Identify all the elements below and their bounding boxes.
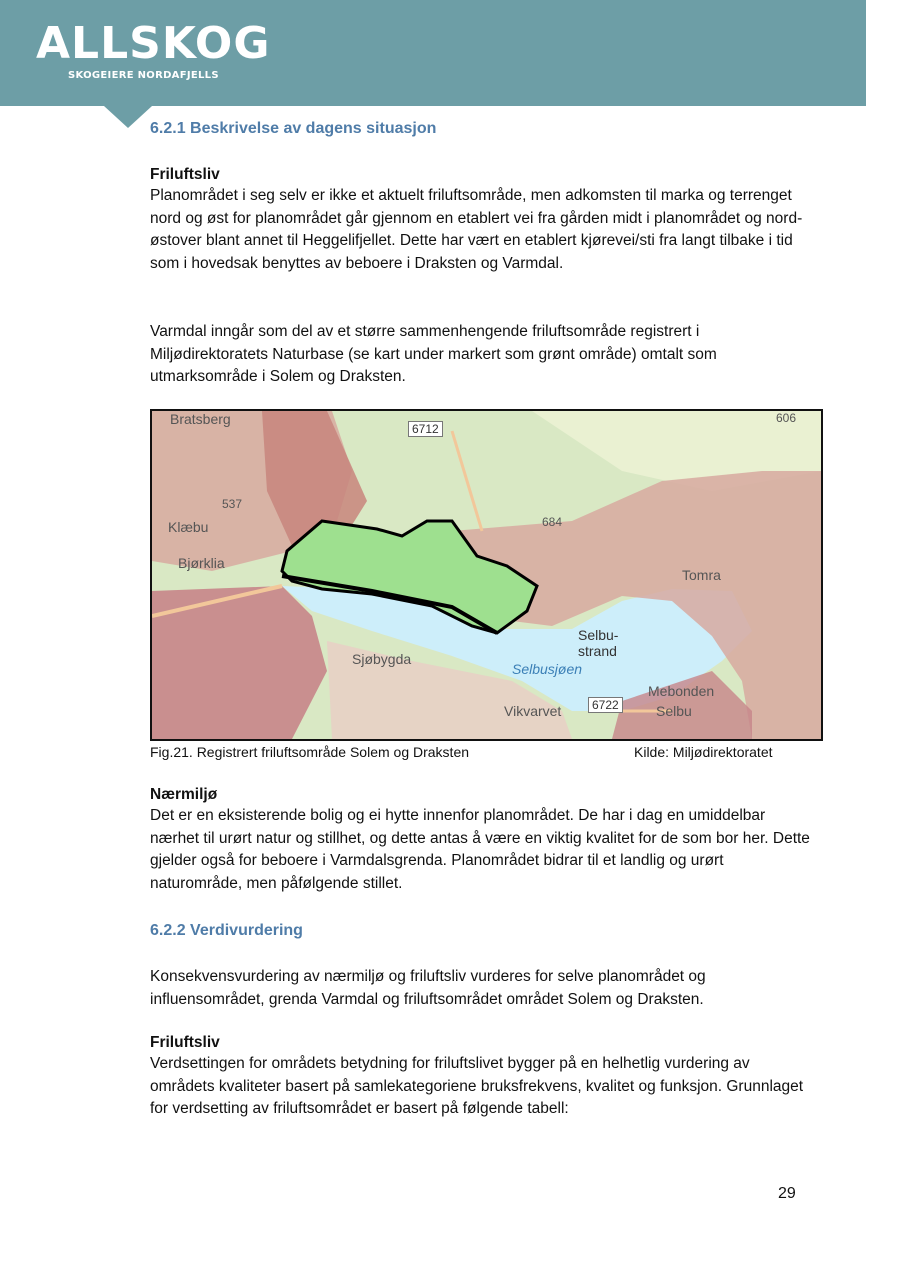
friluftsliv-paragraph-2: Varmdal inngår som del av et større sammenhengende friluftsområde registrert i Miljødirektoratets Naturbase (se kart under markert som grønt område) omtalt som utmarksområde i Solem og Draksten. — [150, 323, 717, 385]
page-number: 29 — [778, 1185, 796, 1202]
section-title-622: 6.2.2 Verdivurdering — [150, 922, 303, 939]
map-label-537: 537 — [222, 497, 243, 511]
map-label-selbustrand: Selbu- strand — [578, 627, 619, 659]
map-label-selbusjoen: Selbusjøen — [512, 661, 583, 677]
map-label-klaebu: Klæbu — [168, 519, 209, 535]
map-label-bratsberg: Bratsberg — [170, 411, 231, 427]
map-label-road-6712: 6712 — [408, 421, 443, 437]
map-label-606: 606 — [776, 411, 797, 425]
section-622 — [150, 922, 810, 940]
map-figure — [150, 409, 823, 741]
map-label-tomra: Tomra — [682, 567, 721, 583]
friluftsliv-heading-2: Friluftsliv — [150, 1034, 220, 1051]
map-label-684: 684 — [542, 515, 563, 529]
friluftsliv-value-paragraph: Verdsettingen for områdets betydning for friluftslivet bygger på en helhetlig vurdering av områdets kvaliteter basert på samlekategoriene bruksfrekvens, kvalitet og funksjon. Grunnlaget for verdsetting av friluftsområdet er basert på følgende tabell: — [150, 1055, 804, 1117]
map-label-sjobygda: Sjøbygda — [352, 651, 412, 667]
figure-source: Kilde: Miljødirektoratet — [634, 744, 773, 760]
friluftsliv-heading: Friluftsliv — [150, 166, 220, 183]
verdivurdering-paragraph: Konsekvensvurdering av nærmiljø og friluftsliv vurderes for selve planområdet og influensområdet, grenda Varmdal og friluftsområdet området Solem og Draksten. — [150, 968, 706, 1008]
naermiljo-heading: Nærmiljø — [150, 786, 218, 803]
naermiljo-block — [150, 786, 810, 895]
naermiljo-paragraph: Det er en eksisterende bolig og ei hytte innenfor planområdet. De har i dag en umiddelbar nærhet til urørt natur og stillhet, og dette antas å være en viktig kvalitet for de som bor her. Dette gjelder også for beboere i Varmdalsgrenda. Planområdet bidrar til et landlig og urørt naturområde, men påfølgende stillet. — [150, 807, 810, 892]
friluftsliv-paragraph-1: Planområdet i seg selv er ikke et aktuelt friluftsområde, men adkomsten til marka og terrenget nord og øst for planområdet går gjennom en etablert vei fra gården midt i planområdet og nord-østover blant annet til Heggelifjellet. Dette har vært en etablert kjørevei/sti fra langt tilbake i tid som i hovedsak benyttes av beboere i Draksten og Varmdal. — [150, 187, 803, 272]
map-label-vikvarvet: Vikvarvet — [504, 703, 562, 719]
verdivurdering-block — [150, 966, 810, 1011]
logo-subtitle: SKOGEIERE NORDAFJELLS — [68, 70, 219, 81]
figure-caption-text: Fig.21. Registrert friluftsområde Solem og Draksten — [150, 744, 470, 760]
section-621 — [150, 120, 810, 138]
map-label-selbu: Selbu — [656, 703, 692, 719]
section-title-621: 6.2.1 Beskrivelse av dagens situasjon — [150, 120, 437, 137]
friluftsliv-value-block — [150, 1034, 810, 1121]
naturbase-block — [150, 321, 810, 389]
figure-caption — [150, 744, 800, 760]
map-label-mebonden: Mebonden — [648, 683, 715, 699]
map-label-bjorklia: Bjørklia — [178, 555, 225, 571]
map-label-road-6722: 6722 — [588, 697, 623, 713]
header-notch — [104, 106, 152, 128]
friluftsliv-block — [150, 166, 810, 275]
logo: ALLSKOG — [36, 18, 271, 69]
